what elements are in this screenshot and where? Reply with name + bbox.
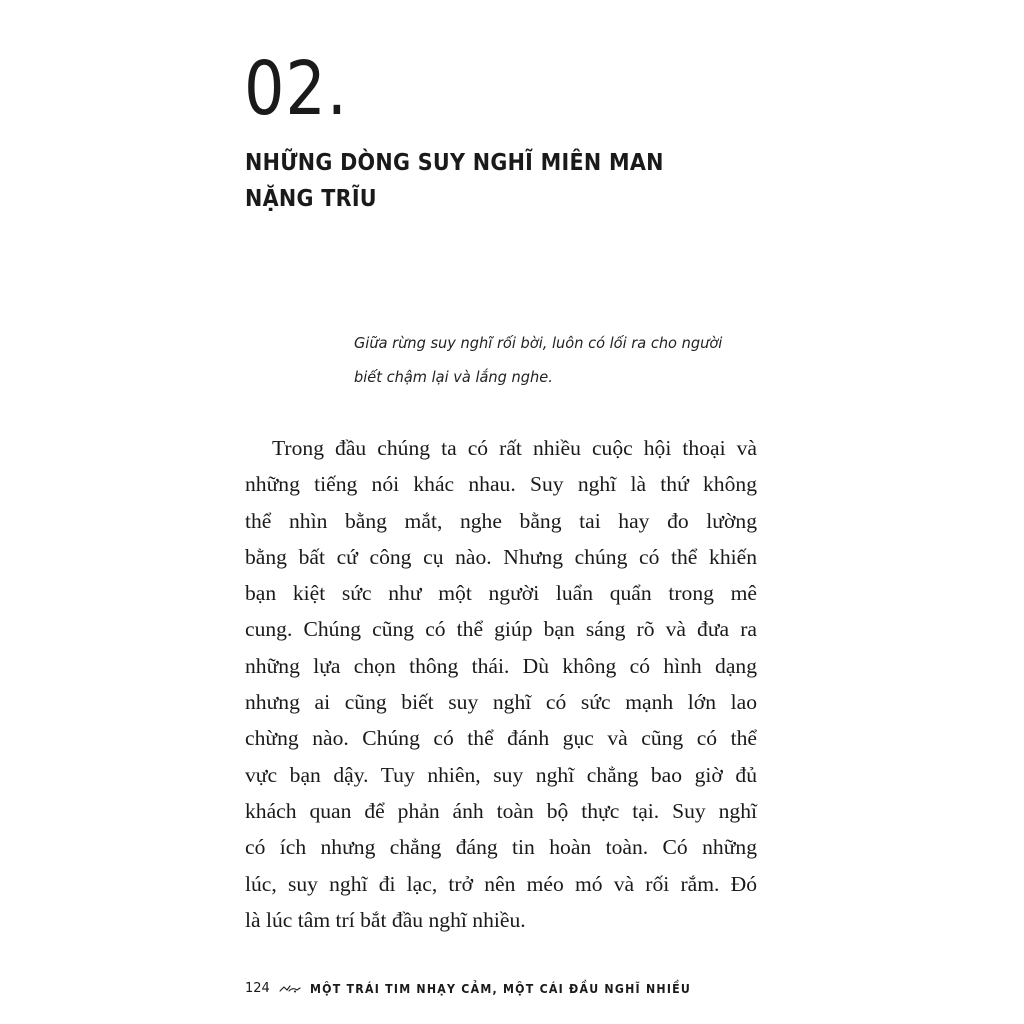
- bird-doodle-icon: [278, 982, 302, 996]
- epigraph-line: Giữa rừng suy nghĩ rối bời, luôn có lối ra cho người: [354, 334, 723, 352]
- body-paragraph: [245, 430, 757, 938]
- body-line: bạn kiệt sức như một người luẩn quẩn trong mê: [245, 581, 757, 606]
- body-line: là lúc tâm trí bắt đầu nghĩ nhiều.: [245, 907, 526, 932]
- running-title: MỘT TRÁI TIM NHẠY CẢM, MỘT CÁI ĐẦU NGHĨ NHIỀU: [309, 981, 691, 996]
- body-line: lúc, suy nghĩ đi lạc, trở nên méo mó và rối rắm. Đó: [245, 871, 757, 896]
- body-line: chừng nào. Chúng có thể đánh gục và cũng có thể: [245, 726, 757, 751]
- chapter-title-line: NHỮNG DÒNG SUY NGHĨ MIÊN MAN: [245, 150, 664, 176]
- body-line: thể nhìn bằng mắt, nghe bằng tai hay đo lường: [245, 508, 757, 533]
- body-line: có ích nhưng chẳng đáng tin hoàn toàn. Có những: [245, 835, 757, 860]
- body-line: Trong đầu chúng ta có rất nhiều cuộc hội thoại và: [272, 436, 757, 460]
- chapter-number: 02.: [244, 46, 348, 132]
- body-line: khách quan để phản ánh toàn bộ thực tại. Suy nghĩ: [245, 798, 757, 823]
- body-line: nhưng ai cũng biết suy nghĩ có sức mạnh lớn lao: [245, 690, 757, 715]
- epigraph: [354, 326, 749, 394]
- body-line: cung. Chúng cũng có thể giúp bạn sáng rõ và đưa ra: [245, 617, 757, 642]
- chapter-title: [245, 145, 664, 217]
- chapter-title-line: NẶNG TRĨU: [245, 186, 377, 212]
- body-line: những lựa chọn thông thái. Dù không có hình dạng: [245, 653, 757, 678]
- body-line: những tiếng nói khác nhau. Suy nghĩ là thứ không: [245, 472, 757, 497]
- page-footer: [245, 980, 743, 998]
- body-line: bằng bất cứ công cụ nào. Nhưng chúng có thể khiến: [245, 544, 757, 569]
- epigraph-line: biết chậm lại và lắng nghe.: [354, 368, 553, 386]
- body-line: vực bạn dậy. Tuy nhiên, suy nghĩ chẳng bao giờ đủ: [245, 762, 757, 787]
- page-number: 124: [245, 981, 270, 996]
